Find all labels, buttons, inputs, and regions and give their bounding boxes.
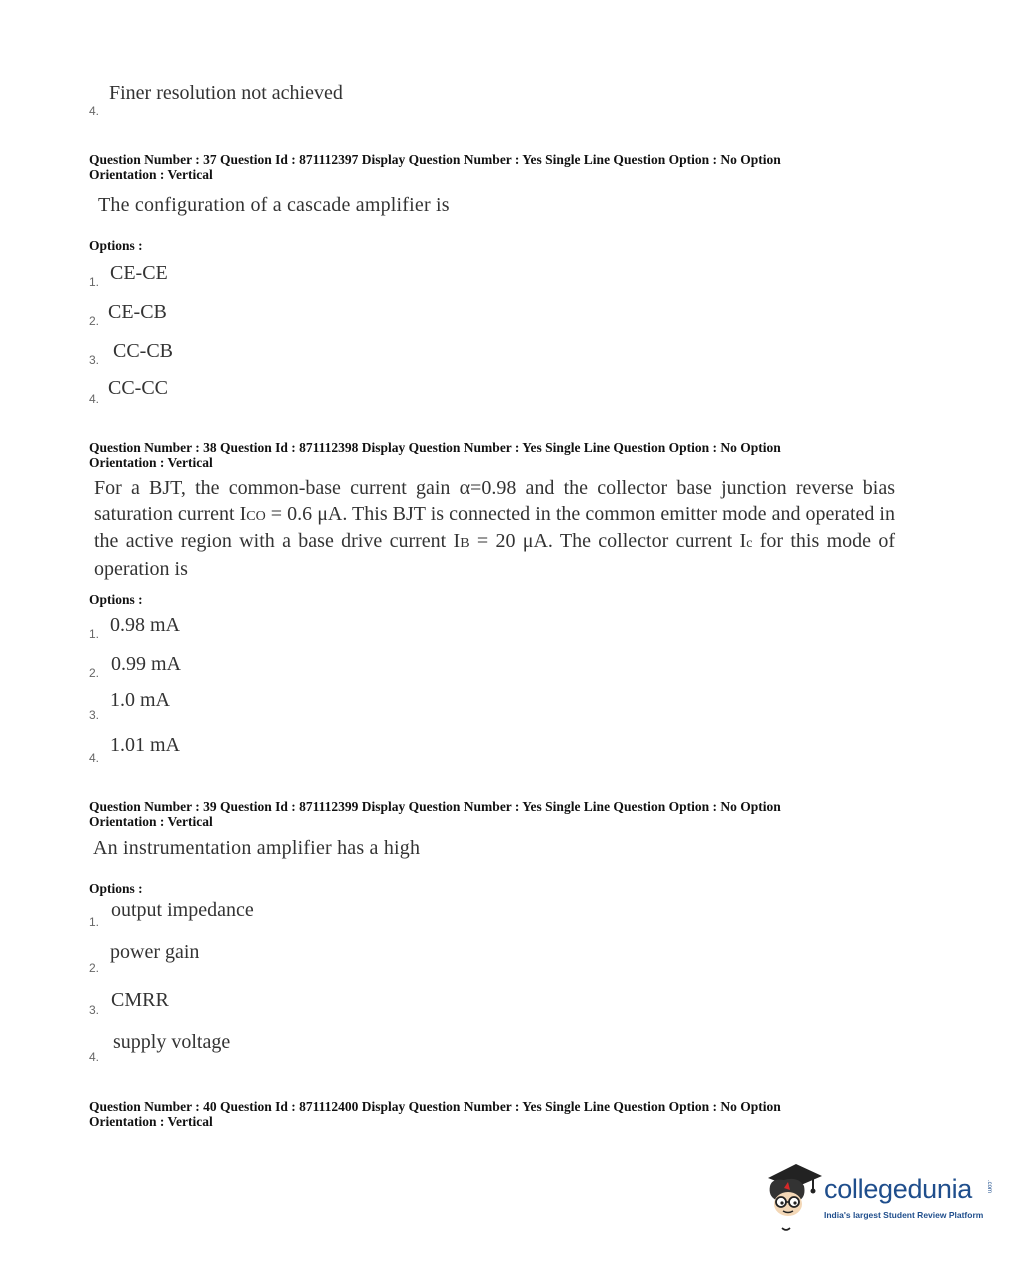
- q37-meta-line1: Question Number : 37 Question Id : 871112397 Display Question Number : Yes Single Line Question Option : No Option: [89, 152, 781, 167]
- q38-options-label: Options :: [89, 592, 143, 607]
- q38-option-1-number: 1.: [89, 627, 100, 641]
- q38-option-3-text[interactable]: 1.0 mA: [110, 689, 170, 711]
- q39-options-label: Options :: [89, 881, 143, 896]
- q37-option-1-text[interactable]: CE-CE: [110, 262, 168, 284]
- q38-text-part4: for this mode of operation is: [94, 530, 896, 580]
- q38-option-4-number: 4.: [89, 751, 100, 765]
- q37-option-3-number: 3.: [89, 353, 100, 367]
- q37-option-3-text[interactable]: CC-CB: [113, 340, 174, 362]
- q39-option-3-text[interactable]: CMRR: [111, 989, 169, 1011]
- q39-question-text: An instrumentation amplifier has a high: [93, 837, 421, 859]
- q38-sub-c: c: [746, 536, 753, 551]
- q39-meta-line2: Orientation : Vertical: [89, 814, 213, 829]
- q40-meta-line1: Question Number : 40 Question Id : 871112400 Display Question Number : Yes Single Line Question Option : No Option: [89, 1099, 781, 1114]
- q37-meta-line2: Orientation : Vertical: [89, 167, 213, 182]
- q37-option-2-text[interactable]: CE-CB: [108, 301, 167, 323]
- mascot-graduation-cap-icon: [762, 1160, 824, 1236]
- q38-meta-line2: Orientation : Vertical: [89, 455, 213, 470]
- q39-option-4-number: 4.: [89, 1050, 100, 1064]
- logo-suffix: .com: [986, 1180, 992, 1194]
- q38-option-3-number: 3.: [89, 708, 100, 722]
- previous-option-text: Finer resolution not achieved: [109, 82, 343, 104]
- q37-options-label: Options :: [89, 238, 143, 253]
- q38-option-2-number: 2.: [89, 666, 100, 680]
- q37-option-4-number: 4.: [89, 392, 100, 406]
- q38-option-4-text[interactable]: 1.01 mA: [110, 734, 180, 756]
- q37-option-2-number: 2.: [89, 314, 100, 328]
- q38-option-2-text[interactable]: 0.99 mA: [111, 653, 181, 675]
- q38-text-part1: For a BJT, the common-base current gain α=0.98 and the collector base junction reverse bias saturation current I: [94, 477, 895, 525]
- q38-text-part3: = 20 μA. The collector current I: [469, 530, 747, 552]
- q39-option-2-number: 2.: [89, 961, 100, 975]
- logo-wordmark: collegedunia: [824, 1174, 973, 1204]
- q39-option-1-text[interactable]: output impedance: [111, 899, 254, 921]
- q39-meta-line1: Question Number : 39 Question Id : 871112399 Display Question Number : Yes Single Line Question Option : No Option: [89, 799, 781, 814]
- q39-option-3-number: 3.: [89, 1003, 100, 1017]
- q37-option-1-number: 1.: [89, 275, 100, 289]
- logo-tagline: India's largest Student Review Platform: [824, 1210, 984, 1220]
- q40-meta-line2: Orientation : Vertical: [89, 1114, 213, 1129]
- q38-sub-b: B: [460, 536, 470, 551]
- collegedunia-logo[interactable]: [762, 1160, 1002, 1236]
- q37-option-4-text[interactable]: CC-CC: [108, 377, 169, 399]
- previous-option-number: 4.: [89, 104, 100, 118]
- q38-sub-co: CO: [246, 508, 266, 524]
- q38-question-text: [94, 476, 895, 582]
- q39-option-2-text[interactable]: power gain: [110, 941, 200, 963]
- q37-question-text: The configuration of a cascade amplifier is: [98, 194, 450, 216]
- q38-meta-line1: Question Number : 38 Question Id : 871112398 Display Question Number : Yes Single Line Question Option : No Option: [89, 440, 781, 455]
- q38-text-part2: = 0.6 μA. This BJT is connected in the common emitter mode and operated in the active region with a base drive current I: [94, 502, 895, 552]
- q39-option-1-number: 1.: [89, 915, 100, 929]
- q39-option-4-text[interactable]: supply voltage: [113, 1031, 231, 1053]
- q38-option-1-text[interactable]: 0.98 mA: [110, 614, 180, 636]
